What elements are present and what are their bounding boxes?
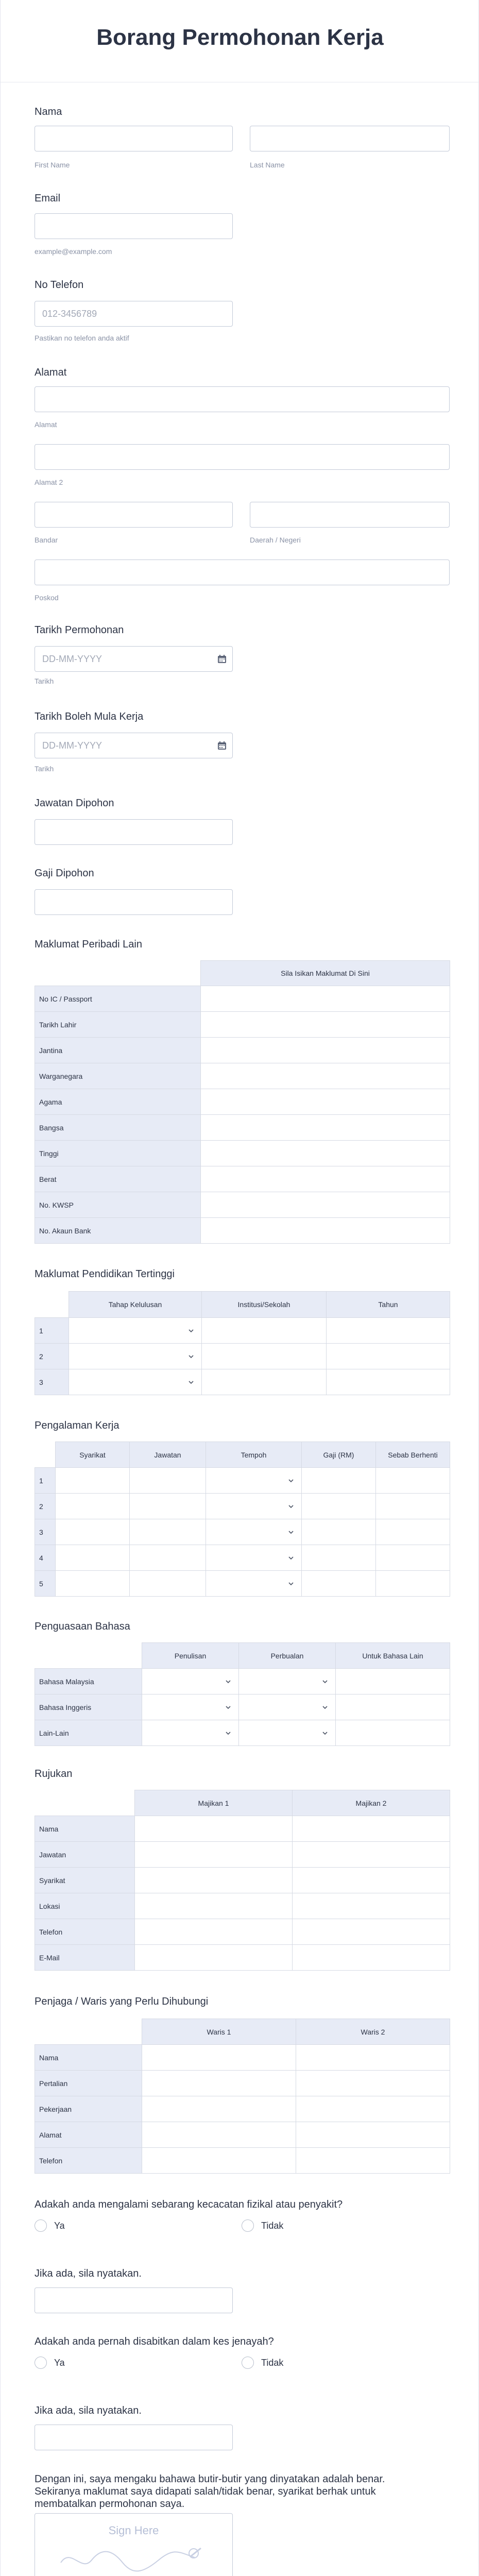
last-name-input[interactable] <box>250 126 450 151</box>
calendar-icon[interactable] <box>217 654 227 664</box>
input-cell[interactable] <box>56 1468 130 1494</box>
table-row <box>35 1089 450 1115</box>
input-cell[interactable] <box>336 1669 450 1694</box>
input-cell[interactable] <box>296 2122 450 2148</box>
phone-input[interactable]: 012-3456789 <box>35 301 233 327</box>
row-header: Nama <box>35 1816 135 1842</box>
disability-no-option[interactable] <box>242 2219 283 2232</box>
table-row <box>35 1192 450 1218</box>
input-cell[interactable] <box>376 1571 450 1597</box>
dropdown-cell[interactable] <box>239 1720 336 1746</box>
criminal-detail-input[interactable] <box>35 2425 233 2450</box>
calendar-icon[interactable] <box>217 740 227 751</box>
guardian-table <box>35 2019 450 2174</box>
address-line2-sublabel: Alamat 2 <box>35 478 63 486</box>
input-cell[interactable] <box>296 2045 450 2071</box>
signature-pad[interactable] <box>35 2513 233 2576</box>
row-header: 4 <box>35 1545 56 1571</box>
language-table <box>35 1642 450 1746</box>
table-row <box>35 1218 450 1244</box>
chevron-down-icon[interactable] <box>187 1378 195 1386</box>
language-label: Penguasaan Bahasa <box>35 1621 130 1632</box>
input-cell[interactable] <box>376 1519 450 1545</box>
row-header: 3 <box>35 1519 56 1545</box>
column-header: Institusi/Sekolah <box>202 1292 327 1318</box>
option-label: Tidak <box>261 2220 284 2231</box>
row-header: 2 <box>35 1344 69 1369</box>
table-row <box>35 1038 450 1063</box>
row-header: Jawatan <box>35 1842 135 1868</box>
email-sublabel: example@example.com <box>35 247 112 256</box>
start-date-placeholder: DD-MM-YYYY <box>42 740 102 751</box>
chevron-down-icon[interactable] <box>187 1352 195 1361</box>
reference-table <box>35 1790 450 1971</box>
input-cell[interactable] <box>135 1893 293 1919</box>
column-header: Syarikat <box>56 1442 130 1468</box>
input-cell[interactable] <box>142 2122 296 2148</box>
input-cell[interactable] <box>201 986 450 1012</box>
personal-info-table <box>35 960 450 1244</box>
experience-label: Pengalaman Kerja <box>35 1420 119 1431</box>
option-label: Ya <box>54 2357 65 2368</box>
matrix-corner <box>35 1643 142 1669</box>
row-header: 1 <box>35 1318 69 1344</box>
dropdown[interactable] <box>210 1571 297 1596</box>
option-label: Ya <box>54 2220 65 2231</box>
column-header: Tempoh <box>206 1442 302 1468</box>
input-cell[interactable] <box>56 1519 130 1545</box>
declaration-line: Sekiranya maklumat saya didapati salah/tidak benar, syarikat berhak untuk <box>35 2486 376 2497</box>
matrix-corner <box>35 1442 56 1468</box>
table-row <box>35 1369 450 1395</box>
dropdown[interactable] <box>73 1344 197 1369</box>
table-row <box>35 1868 450 1893</box>
table-row <box>35 1919 450 1945</box>
column-header: Sebab Berhenti <box>376 1442 450 1468</box>
dropdown-cell[interactable] <box>239 1694 336 1720</box>
chevron-down-icon[interactable] <box>321 1703 329 1711</box>
experience-table <box>35 1442 450 1597</box>
email-input[interactable] <box>35 213 233 239</box>
application-date-placeholder: DD-MM-YYYY <box>42 653 102 664</box>
email-label: Email <box>35 193 61 204</box>
table-row <box>35 1318 450 1344</box>
column-header: Perbualan <box>239 1643 336 1669</box>
input-cell[interactable] <box>201 1038 450 1063</box>
dropdown-cell[interactable] <box>206 1468 302 1494</box>
input-cell[interactable] <box>296 2071 450 2096</box>
dropdown-cell[interactable] <box>239 1669 336 1694</box>
table-row <box>35 1893 450 1919</box>
address-line1-sublabel: Alamat <box>35 420 57 429</box>
input-cell[interactable] <box>302 1494 376 1519</box>
input-cell[interactable] <box>201 1089 450 1115</box>
chevron-down-icon[interactable] <box>287 1580 295 1588</box>
personal-info-label: Maklumat Peribadi Lain <box>35 939 142 950</box>
row-header: Lokasi <box>35 1893 135 1919</box>
input-cell[interactable] <box>142 2148 296 2174</box>
table-row <box>35 1519 450 1545</box>
row-header: Tinggi <box>35 1141 201 1166</box>
signature-scribble-icon <box>56 2542 210 2576</box>
address-line1-input[interactable] <box>35 386 450 412</box>
input-cell[interactable] <box>201 1141 450 1166</box>
input-cell[interactable] <box>202 1318 327 1344</box>
dropdown-cell[interactable] <box>206 1545 302 1571</box>
input-cell[interactable] <box>142 2071 296 2096</box>
table-row <box>35 986 450 1012</box>
city-sublabel: Bandar <box>35 536 58 544</box>
table-row <box>35 1141 450 1166</box>
input-cell[interactable] <box>130 1468 206 1494</box>
row-header: Jantina <box>35 1038 201 1063</box>
table-row <box>35 1694 450 1720</box>
state-input[interactable] <box>250 502 450 528</box>
table-row <box>35 1842 450 1868</box>
input-cell[interactable] <box>293 1919 450 1945</box>
input-cell[interactable] <box>376 1545 450 1571</box>
chevron-down-icon[interactable] <box>321 1677 329 1686</box>
table-row <box>35 2045 450 2071</box>
input-cell[interactable] <box>336 1720 450 1746</box>
declaration-text <box>35 2473 450 2510</box>
input-cell[interactable] <box>201 1218 450 1244</box>
table-row <box>35 1945 450 1971</box>
row-header: Telefon <box>35 2148 142 2174</box>
row-header: Nama <box>35 2045 142 2071</box>
radio-circle[interactable] <box>242 2357 254 2369</box>
input-cell[interactable] <box>56 1545 130 1571</box>
form-header <box>1 0 479 82</box>
dropdown-cell[interactable] <box>69 1369 202 1395</box>
chevron-down-icon[interactable] <box>321 1729 329 1737</box>
row-header: 3 <box>35 1369 69 1395</box>
criminal-yes-option[interactable] <box>35 2357 65 2369</box>
input-cell[interactable] <box>135 1868 293 1893</box>
row-header: Alamat <box>35 2122 142 2148</box>
radio-circle[interactable] <box>35 2357 47 2369</box>
education-label: Maklumat Pendidikan Tertinggi <box>35 1268 175 1280</box>
column-header: Penulisan <box>142 1643 239 1669</box>
dropdown[interactable] <box>146 1695 234 1720</box>
table-row <box>35 1816 450 1842</box>
position-label: Jawatan Dipohon <box>35 798 114 809</box>
table-row <box>35 2096 450 2122</box>
form-title: Borang Permohonan Kerja <box>96 25 384 50</box>
chevron-down-icon[interactable] <box>224 1703 232 1711</box>
dropdown[interactable] <box>146 1669 234 1694</box>
input-cell[interactable] <box>130 1545 206 1571</box>
row-header: Berat <box>35 1166 201 1192</box>
table-row <box>35 1494 450 1519</box>
salary-input[interactable] <box>35 889 233 915</box>
input-cell[interactable] <box>142 2096 296 2122</box>
input-cell[interactable] <box>293 1842 450 1868</box>
dropdown[interactable] <box>243 1669 331 1694</box>
matrix-corner <box>35 1292 69 1318</box>
dropdown-cell[interactable] <box>142 1720 239 1746</box>
option-label: Tidak <box>261 2357 284 2368</box>
table-row <box>35 1669 450 1694</box>
row-header: Pekerjaan <box>35 2096 142 2122</box>
row-header: Bangsa <box>35 1115 201 1141</box>
disability-question-label: Adakah anda mengalami sebarang kecacatan fizikal atau penyakit? <box>35 2199 343 2210</box>
input-cell[interactable] <box>135 1919 293 1945</box>
input-cell[interactable] <box>56 1571 130 1597</box>
row-header: Lain-Lain <box>35 1720 142 1746</box>
row-header: No. Akaun Bank <box>35 1218 201 1244</box>
chevron-down-icon[interactable] <box>224 1677 232 1686</box>
dropdown-cell[interactable] <box>206 1571 302 1597</box>
dropdown-cell[interactable] <box>69 1344 202 1369</box>
input-cell[interactable] <box>201 1192 450 1218</box>
row-header: Tarikh Lahir <box>35 1012 201 1038</box>
input-cell[interactable] <box>327 1318 450 1344</box>
input-cell[interactable] <box>293 1868 450 1893</box>
input-cell[interactable] <box>293 1893 450 1919</box>
chevron-down-icon[interactable] <box>187 1327 195 1335</box>
dropdown-cell[interactable] <box>206 1494 302 1519</box>
row-header: E-Mail <box>35 1945 135 1971</box>
input-cell[interactable] <box>293 1816 450 1842</box>
salary-label: Gaji Dipohon <box>35 868 94 879</box>
input-cell[interactable] <box>376 1468 450 1494</box>
dropdown-cell[interactable] <box>206 1519 302 1545</box>
input-cell[interactable] <box>201 1012 450 1038</box>
input-cell[interactable] <box>302 1571 376 1597</box>
criminal-question-label: Adakah anda pernah disabitkan dalam kes jenayah? <box>35 2336 274 2347</box>
signature-hint: Sign Here <box>108 2524 159 2537</box>
matrix-corner <box>35 1790 135 1816</box>
dropdown[interactable] <box>210 1546 297 1570</box>
postcode-input[interactable] <box>35 560 450 585</box>
postcode-sublabel: Poskod <box>35 594 59 602</box>
matrix-corner <box>35 2019 142 2045</box>
input-cell[interactable] <box>201 1115 450 1141</box>
table-row <box>35 1545 450 1571</box>
row-header: Telefon <box>35 1919 135 1945</box>
row-header: No. KWSP <box>35 1192 201 1218</box>
row-header: Pertalian <box>35 2071 142 2096</box>
column-header: Sila Isikan Maklumat Di Sini <box>201 961 450 986</box>
disability-detail-input[interactable] <box>35 2287 233 2313</box>
dropdown-cell[interactable] <box>142 1694 239 1720</box>
input-cell[interactable] <box>336 1694 450 1720</box>
input-cell[interactable] <box>376 1494 450 1519</box>
education-table <box>35 1291 450 1395</box>
input-cell[interactable] <box>135 1816 293 1842</box>
declaration-line: Dengan ini, saya mengaku bahawa butir-butir yang dinyatakan adalah benar. <box>35 2473 385 2485</box>
input-cell[interactable] <box>327 1344 450 1369</box>
row-header: Agama <box>35 1089 201 1115</box>
first-name-input[interactable] <box>35 126 233 151</box>
disability-detail-label: Jika ada, sila nyatakan. <box>35 2268 142 2279</box>
input-cell[interactable] <box>130 1519 206 1545</box>
dropdown[interactable] <box>210 1494 297 1519</box>
radio-circle[interactable] <box>242 2219 254 2232</box>
table-row <box>35 1012 450 1038</box>
row-header: Bahasa Malaysia <box>35 1669 142 1694</box>
input-cell[interactable] <box>302 1468 376 1494</box>
row-header: 2 <box>35 1494 56 1519</box>
column-header: Untuk Bahasa Lain <box>336 1643 450 1669</box>
address-line2-input[interactable] <box>35 444 450 470</box>
column-header: Majikan 1 <box>135 1790 293 1816</box>
start-date-input[interactable] <box>35 733 233 758</box>
reference-label: Rujukan <box>35 1768 73 1780</box>
table-row <box>35 1468 450 1494</box>
table-row <box>35 1720 450 1746</box>
dropdown[interactable] <box>243 1695 331 1720</box>
row-header: Bahasa Inggeris <box>35 1694 142 1720</box>
input-cell[interactable] <box>142 2045 296 2071</box>
row-header: 5 <box>35 1571 56 1597</box>
column-header: Waris 1 <box>142 2019 296 2045</box>
chevron-down-icon[interactable] <box>287 1502 295 1511</box>
table-row <box>35 1063 450 1089</box>
application-date-input[interactable] <box>35 646 233 672</box>
start-date-label: Tarikh Boleh Mula Kerja <box>35 711 144 722</box>
application-date-sublabel: Tarikh <box>35 677 54 685</box>
column-header: Majikan 2 <box>293 1790 450 1816</box>
chevron-down-icon[interactable] <box>224 1729 232 1737</box>
matrix-corner <box>35 961 201 986</box>
column-header: Tahap Kelulusan <box>69 1292 202 1318</box>
input-cell[interactable] <box>302 1545 376 1571</box>
table-row <box>35 1344 450 1369</box>
city-input[interactable] <box>35 502 233 528</box>
table-row <box>35 2148 450 2174</box>
table-row <box>35 1166 450 1192</box>
table-row <box>35 2071 450 2096</box>
address-label: Alamat <box>35 367 67 378</box>
input-cell[interactable] <box>56 1494 130 1519</box>
input-cell[interactable] <box>296 2096 450 2122</box>
row-header: Warganegara <box>35 1063 201 1089</box>
input-cell[interactable] <box>130 1494 206 1519</box>
input-cell[interactable] <box>202 1369 327 1395</box>
criminal-no-option[interactable] <box>242 2357 283 2369</box>
dropdown-cell[interactable] <box>142 1669 239 1694</box>
declaration-line: membatalkan permohonan saya. <box>35 2498 185 2510</box>
application-date-label: Tarikh Permohonan <box>35 624 124 636</box>
input-cell[interactable] <box>201 1063 450 1089</box>
dropdown[interactable] <box>243 1721 331 1745</box>
input-cell[interactable] <box>296 2148 450 2174</box>
column-header: Tahun <box>327 1292 450 1318</box>
start-date-sublabel: Tarikh <box>35 765 54 773</box>
position-input[interactable] <box>35 819 233 845</box>
input-cell[interactable] <box>135 1945 293 1971</box>
radio-circle[interactable] <box>35 2219 47 2232</box>
dropdown[interactable] <box>210 1520 297 1545</box>
column-header: Gaji (RM) <box>302 1442 376 1468</box>
name-label: Nama <box>35 106 62 117</box>
disability-yes-option[interactable] <box>35 2219 65 2232</box>
column-header: Jawatan <box>130 1442 206 1468</box>
dropdown[interactable] <box>210 1468 297 1493</box>
input-cell[interactable] <box>135 1842 293 1868</box>
input-cell[interactable] <box>130 1571 206 1597</box>
phone-label: No Telefon <box>35 279 84 291</box>
criminal-detail-label: Jika ada, sila nyatakan. <box>35 2405 142 2416</box>
input-cell[interactable] <box>202 1344 327 1369</box>
row-header: Syarikat <box>35 1868 135 1893</box>
dropdown[interactable] <box>73 1318 197 1343</box>
dropdown[interactable] <box>146 1721 234 1745</box>
chevron-down-icon[interactable] <box>287 1554 295 1562</box>
last-name-sublabel: Last Name <box>250 161 285 169</box>
phone-sublabel: Pastikan no telefon anda aktif <box>35 334 129 342</box>
input-cell[interactable] <box>327 1369 450 1395</box>
dropdown[interactable] <box>73 1370 197 1395</box>
dropdown-cell[interactable] <box>69 1318 202 1344</box>
column-header: Waris 2 <box>296 2019 450 2045</box>
first-name-sublabel: First Name <box>35 161 70 169</box>
row-header: No IC / Passport <box>35 986 201 1012</box>
table-row <box>35 1115 450 1141</box>
input-cell[interactable] <box>201 1166 450 1192</box>
table-row <box>35 1571 450 1597</box>
chevron-down-icon[interactable] <box>287 1477 295 1485</box>
input-cell[interactable] <box>293 1945 450 1971</box>
chevron-down-icon[interactable] <box>287 1528 295 1536</box>
state-sublabel: Daerah / Negeri <box>250 536 301 544</box>
table-row <box>35 2122 450 2148</box>
input-cell[interactable] <box>302 1519 376 1545</box>
row-header: 1 <box>35 1468 56 1494</box>
guardian-label: Penjaga / Waris yang Perlu Dihubungi <box>35 1996 209 2007</box>
